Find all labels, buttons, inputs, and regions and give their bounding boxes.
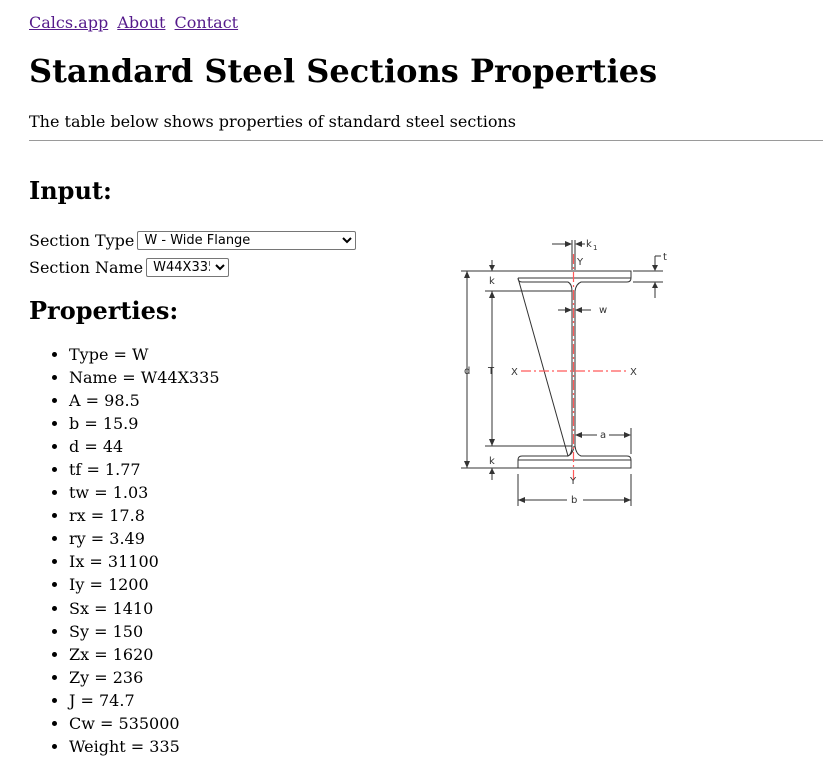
property-item: • Sx = 1410: [69, 597, 220, 620]
property-item: • Type = W: [69, 343, 220, 366]
property-item: • J = 74.7: [69, 689, 220, 712]
property-item: • Name = W44X335: [69, 366, 220, 389]
property-item: • rx = 17.8: [69, 504, 220, 527]
property-item: • Cw = 535000: [69, 712, 220, 735]
page-intro: The table below shows properties of standard steel sections: [29, 112, 516, 131]
label-k1: k: [586, 239, 592, 250]
label-y-bottom: Y: [570, 476, 577, 487]
property-item: • A = 98.5: [69, 389, 220, 412]
label-y-top: Y: [577, 257, 584, 268]
section-name-label: Section Name: [29, 258, 144, 277]
property-item: • tf = 1.77: [69, 458, 220, 481]
property-item: • Ix = 31100: [69, 550, 220, 573]
label-t-upper: T: [488, 366, 495, 377]
property-item: • Weight = 335: [69, 735, 220, 758]
label-t: t: [663, 252, 667, 263]
property-item: • Iy = 1200: [69, 573, 220, 596]
beam-outline: [518, 271, 631, 468]
label-k-bottom: k: [489, 456, 495, 467]
divider: [29, 140, 823, 141]
top-nav: [29, 13, 242, 32]
page-title: Standard Steel Sections Properties: [29, 52, 658, 90]
label-k-top: k: [489, 276, 495, 287]
property-item: • Zy = 236: [69, 666, 220, 689]
property-item: • Zx = 1620: [69, 643, 220, 666]
section-name-row: [29, 258, 229, 277]
property-item: • ry = 3.49: [69, 527, 220, 550]
section-type-row: [29, 231, 356, 250]
nav-link-contact[interactable]: Contact: [174, 13, 239, 32]
label-b: b: [571, 495, 578, 506]
wide-flange-section-diagram: [455, 232, 680, 512]
label-x-left: X: [511, 367, 518, 378]
label-a: a: [600, 430, 607, 441]
nav-link-about[interactable]: About: [117, 13, 166, 32]
section-type-label: Section Type: [29, 231, 135, 250]
section-name-select[interactable]: [146, 258, 229, 277]
label-x-right: X: [630, 367, 637, 378]
properties-list: [29, 343, 220, 758]
property-item: • b = 15.9: [69, 412, 220, 435]
label-k1-subscript: 1: [593, 244, 598, 252]
properties-heading: Properties:: [29, 296, 179, 325]
nav-link-calcs-app[interactable]: Calcs.app: [29, 13, 109, 32]
section-type-select[interactable]: [137, 231, 356, 250]
label-d: d: [464, 366, 471, 377]
input-heading: Input:: [29, 176, 112, 205]
property-item: • d = 44: [69, 435, 220, 458]
property-item: • tw = 1.03: [69, 481, 220, 504]
label-w: w: [599, 305, 608, 316]
property-item: • Sy = 150: [69, 620, 220, 643]
